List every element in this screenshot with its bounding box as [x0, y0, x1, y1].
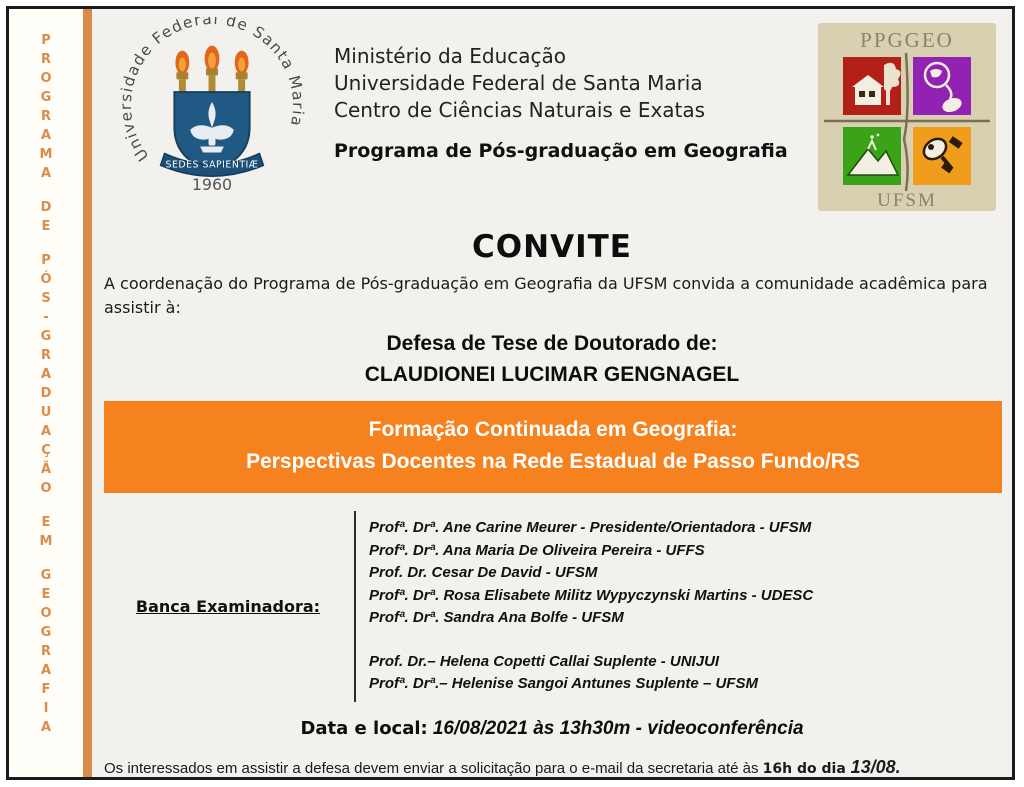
- committee-label-column: [102, 511, 354, 702]
- sidebar-letter: P: [41, 253, 51, 268]
- sidebar-letter: M: [39, 147, 53, 162]
- orange-divider-bar: [83, 9, 92, 777]
- center-line: Centro de Ciências Naturais e Exatas: [334, 98, 706, 122]
- sidebar-letter: O: [40, 71, 52, 86]
- datetime-value: 16/08/2021 às 13h30m - videoconferência: [432, 717, 804, 739]
- committee-member: Profª. Drª. Ana Maria De Oliveira Pereira - UFFS: [369, 541, 705, 559]
- page-title: CONVITE: [472, 229, 632, 265]
- sidebar-letter: P: [41, 33, 51, 48]
- committee-member: Prof. Dr.– Helena Copetti Callai Suplente - UNIJUI: [369, 652, 720, 670]
- thesis-title-line2: Perspectivas Docentes na Rede Estadual de Passo Fundo/RS: [246, 450, 860, 473]
- program-title: Programa de Pós-graduação em Geografia: [334, 140, 788, 162]
- sidebar-vertical-text: [40, 31, 53, 737]
- sidebar: [9, 9, 83, 777]
- sidebar-word-gap: [40, 236, 53, 251]
- footer-deadline: 16h do dia: [762, 760, 851, 777]
- ministry-line: Ministério da Educação: [334, 44, 567, 68]
- svg-text:Universidade Federal de Santa: Universidade Federal de Santa Maria: [116, 17, 308, 165]
- sidebar-letter: G: [40, 625, 52, 640]
- defense-heading: Defesa de Tese de Doutorado de:: [386, 332, 718, 355]
- ufsm-seal-icon: [112, 17, 312, 195]
- ppggeo-title: PPGGEO: [860, 28, 954, 52]
- magnifier-satellite-icon: [913, 127, 971, 185]
- sidebar-letter: A: [40, 424, 52, 439]
- ppggeo-ufsm-label: UFSM: [877, 190, 937, 211]
- sidebar-word-gap: [40, 551, 53, 566]
- sidebar-letter: I: [43, 701, 49, 716]
- datetime-label: Data e local:: [300, 717, 428, 739]
- sidebar-letter: R: [40, 644, 51, 659]
- sidebar-letter: Ó: [40, 272, 52, 287]
- sidebar-letter: M: [39, 534, 53, 549]
- sidebar-letter: E: [41, 219, 51, 234]
- committee-member: Profª. Drª. Rosa Elisabete Militz Wypyczynski Martins - UDESC: [369, 586, 814, 604]
- committee-substitutes: [369, 651, 813, 696]
- sidebar-word-gap: [40, 498, 53, 513]
- committee-section: [102, 511, 1002, 702]
- torches-icon: [175, 46, 248, 95]
- committee-members: [369, 517, 813, 630]
- sidebar-letter: Ç: [41, 443, 51, 458]
- sidebar-letter: A: [40, 663, 52, 678]
- house-tree-icon: [843, 57, 901, 115]
- footer-date: 13/08.: [850, 756, 901, 777]
- mountain-icon: [843, 127, 901, 185]
- sidebar-letter: A: [40, 720, 52, 735]
- sidebar-letter: D: [40, 200, 52, 215]
- sidebar-letter: R: [40, 109, 51, 124]
- header: [102, 9, 1002, 211]
- sidebar-letter: G: [40, 568, 52, 583]
- ufsm-seal-logo: [112, 17, 312, 195]
- globe-mouse-icon: [913, 57, 971, 115]
- committee-member: Profª. Drª. Ane Carine Meurer - Presidente/Orientadora - UFSM: [369, 519, 812, 536]
- sidebar-letter: Ã: [40, 462, 52, 477]
- committee-member: Profª. Drª.– Helenise Sangoi Antunes Suplente – UFSM: [369, 675, 758, 692]
- main-content: [92, 9, 1012, 777]
- intro-paragraph: A coordenação do Programa de Pós-graduação em Geografia da UFSM convida a comunidade acadêmica para assistir à:: [104, 274, 988, 317]
- university-line: Universidade Federal de Santa Maria: [334, 71, 703, 95]
- footer-text: Os interessados em assistir a defesa devem enviar a solicitação para o e-mail da secretaria até às: [104, 759, 763, 777]
- sidebar-letter: A: [40, 128, 52, 143]
- sidebar-letter: U: [40, 405, 52, 420]
- ppggeo-logo-icon: [818, 23, 996, 211]
- sidebar-letter: E: [41, 515, 51, 530]
- sidebar-letter: E: [41, 587, 51, 602]
- sidebar-letter: R: [40, 52, 51, 67]
- seal-year: 1960: [191, 175, 233, 195]
- page-frame: [6, 6, 1015, 780]
- thesis-title-line1: Formação Continuada em Geografia:: [368, 418, 738, 441]
- candidate-name: CLAUDIONEI LUCIMAR GENGNAGEL: [364, 363, 740, 386]
- sidebar-letter: G: [40, 329, 52, 344]
- datetime-line: [102, 718, 1002, 740]
- sidebar-letter: -: [43, 310, 49, 325]
- sidebar-letter: O: [40, 606, 52, 621]
- sidebar-letter: D: [40, 386, 52, 401]
- sidebar-letter: F: [41, 682, 51, 697]
- sidebar-letter: R: [40, 348, 51, 363]
- committee-label: Banca Examinadora:: [135, 596, 321, 616]
- sidebar-letter: A: [40, 367, 52, 382]
- sidebar-letter: G: [40, 90, 52, 105]
- sidebar-letter: S: [41, 291, 51, 306]
- svg-text:SEDES SAPIENTIÆ: SEDES SAPIENTIÆ: [165, 159, 259, 171]
- footer-note: [104, 757, 1000, 778]
- title-banner: [104, 401, 1002, 493]
- ppggeo-logo: [818, 23, 996, 211]
- header-text-block: [312, 17, 810, 162]
- sidebar-word-gap: [40, 183, 53, 198]
- committee-member: Profª. Drª. Sandra Ana Bolfe - UFSM: [369, 609, 624, 626]
- committee-names-column: [356, 511, 813, 702]
- committee-member: Prof. Dr. Cesar De David - UFSM: [369, 564, 598, 581]
- sidebar-letter: O: [40, 481, 52, 496]
- sidebar-letter: A: [40, 166, 52, 181]
